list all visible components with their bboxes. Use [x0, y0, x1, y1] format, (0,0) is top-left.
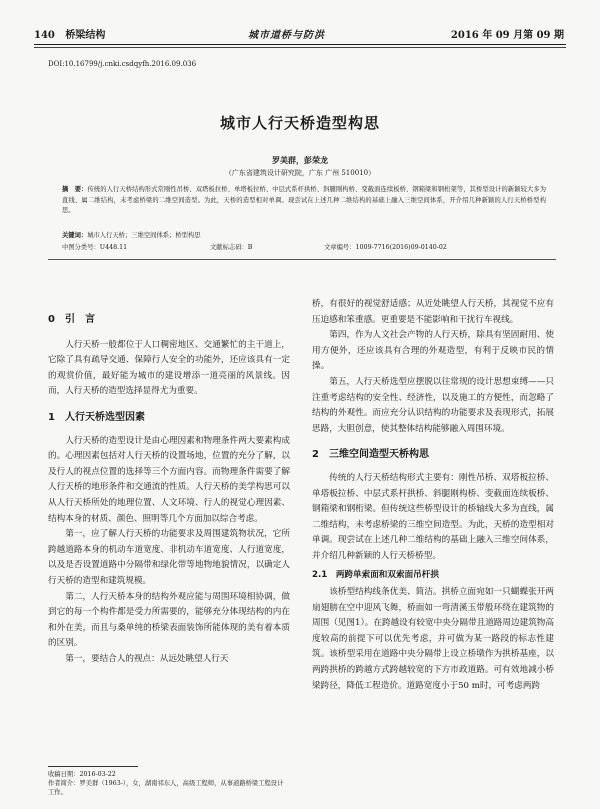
page-number-section — [34, 26, 105, 41]
section-heading-selection-factors: 1 人行天桥选型因素 — [48, 411, 145, 423]
footnote-rule — [48, 766, 138, 767]
received-date: 收稿日期：2016-03-22 — [48, 771, 116, 778]
section-heading-introduction: 0 引 言 — [48, 314, 95, 325]
paragraph: 该桥型结构线条优美、简洁。拱桥立面宛如一只蝴蝶张开两扇翅膀在空中迎风飞舞，桥面如一弯清溪玉带般环绕在建筑物的周围（见图1）。在跨越设有较宽中央分隔带且道路周边建筑物高度较高的前提下可以优先考虑，并可做为某一路段的标志性建筑。该桥型采用在道路中央分隔带上设立桥墩作为拱桥基座，以两跨拱桥的跨越方式跨越较宽的下方市政道路。可有效地减小桥梁跨径，降低工程造价。道路宽度小于50 m时，可考虑两跨 — [312, 587, 554, 691]
keywords — [62, 230, 546, 239]
paragraph: 传统的人行天桥结构形式主要有：刚性吊桥、双塔板拉桥、单塔板拉桥、中层式系杆拱桥、斜腿刚构桥、变截面连续板桥、钢箱梁和钢桁梁。但传统这些桥型设计的桥轴线大多为直线，属二维结构，未考虑桥梁的三维空间造型。为此，天桥的造型相对单调。现尝试在上述几种二维结构的基础上融入三维空间体系，并介绍几种新颖的人行天桥桥型。 — [312, 472, 554, 561]
document-code: 文献标志码：B — [210, 244, 253, 251]
abstract-rule — [48, 259, 556, 260]
article-number: 文章编号：1009-7716(2016)09-0140-02 — [324, 244, 447, 251]
header-rule — [34, 44, 566, 45]
page-number: 140 — [34, 30, 55, 41]
doi: DOI:10.16799/j.cnki.csdqyfh.2016.09.036 — [48, 60, 197, 68]
paragraph: 第一，应了解人行天桥的功能要求及周围建筑物状况，它所跨越道路本身的机动车道宽度、非机动车道宽度、人行道宽度，以及是否设置道路中分隔带和绿化带等地物地貌情况，以确定人行天桥的造型和建筑规模。 — [48, 529, 290, 586]
paragraph: 第五，人行天桥选型应摆脱以往常规的设计思想束缚——只注重考虑结构的安全性、经济性，以及施工的方便性，而忽略了结构的外观性。而应充分认识结构的功能要求及表现形式，拓展思路，大胆创意，使其整体结构能够融入周围环境。 — [312, 376, 554, 434]
journal-name: 城市道桥与防洪 — [248, 30, 325, 41]
section-name: 桥梁结构 — [65, 30, 106, 41]
header-rule-thin — [34, 47, 566, 48]
paragraph: 人行天桥一般都位于人口稠密地区、交通繁忙的主干道上，它除了具有疏导交通、保障行人安全的功能外，还应该具有一定的观赏价值，最好能为城市的建设增添一道亮丽的风景线。因而，人行天桥的造型选择显得尤为重要。 — [48, 339, 290, 397]
clc-number: 中图分类号：U448.11 — [62, 244, 128, 251]
abstract-text: 传统的人行天桥结构形式常刚性吊桥、双塔板拉桥、单塔板拉桥、中层式系杆拱桥、斜腿刚构桥、变截面连续板桥、钢箱梁和钢桁架等，其桥型设计的新颖较大多为直线、属二维结构，未考虑桥梁的二维空间造型。为此，天桥的造型相对单调。现尝试在上述几种二维结构的基础上融入三维空间体系，开介绍几种新颖的人行天桥桥型构思。 — [62, 186, 547, 214]
issue-info: 2016 年 09 月第 09 期 — [450, 30, 564, 41]
affiliation: （广东省建筑设计研究院，广东 广州 510010） — [224, 169, 376, 177]
paragraph: 第四，作为人文社会产物的人行天桥，除具有坚固耐用、使用方便外，还应该具有合理的外观造型，有利于反映市民的情操。 — [312, 330, 554, 372]
paragraph: 桥，有很好的视觉舒适感；从近处眺望人行天桥，其视觉不应有压迫感和笨重感。更重要是不能影响和干扰行车视线。 — [312, 299, 554, 325]
subsection-heading-2-1: 2.1 两跨单索面和双索面吊杆拱 — [312, 569, 439, 580]
left-column — [48, 296, 290, 667]
paragraph: 第一，要结合人的视点：从远处眺望人行天 — [65, 653, 229, 664]
keywords-label: 关键词： — [62, 232, 88, 239]
paragraph: 第二，人行天桥本身的结构外观应能与周围环境相协调，做到它的每一个构件都是受力所需要的，能够充分体现结构的内在和外在美，而且与桑单纯的桥梁表面装饰所能体现的美有着本质的区别。 — [48, 591, 290, 649]
right-column — [312, 297, 554, 694]
author-bio: 作者简介：罗美群（1963-），女，湖南祁东人，高级工程师，从事道路桥梁工程设计工作。 — [48, 780, 284, 796]
abstract — [62, 185, 546, 217]
abstract-label: 摘 要： — [62, 186, 88, 193]
keywords-text: 城市人行天桥；三维空间体系；桥型构思 — [87, 232, 201, 239]
section-heading-3d-design: 2 三维空间造型天桥构思 — [312, 449, 429, 461]
footnote — [48, 770, 288, 797]
article-title: 城市人行天桥造型构思 — [219, 114, 380, 132]
paragraph: 人行天桥的造型设计是由心理因素和物理条件两大要素构成的。心理因素包括对人行天桥的设置场地，位置的充分了解，以及行人的视点位置的选择等三个方面内容。而物理条件需要了解人行天桥的地形条件和交通流的性质。人行天桥的美学构思可以从人行天桥所处的地理位置、人文环境、行人的视觉心理因素、结构本身的材质、颜色、照明等几个方面加以综合考虑。 — [48, 435, 290, 524]
authors: 罗美群，彭荣龙 — [272, 155, 328, 165]
running-header — [34, 26, 564, 42]
